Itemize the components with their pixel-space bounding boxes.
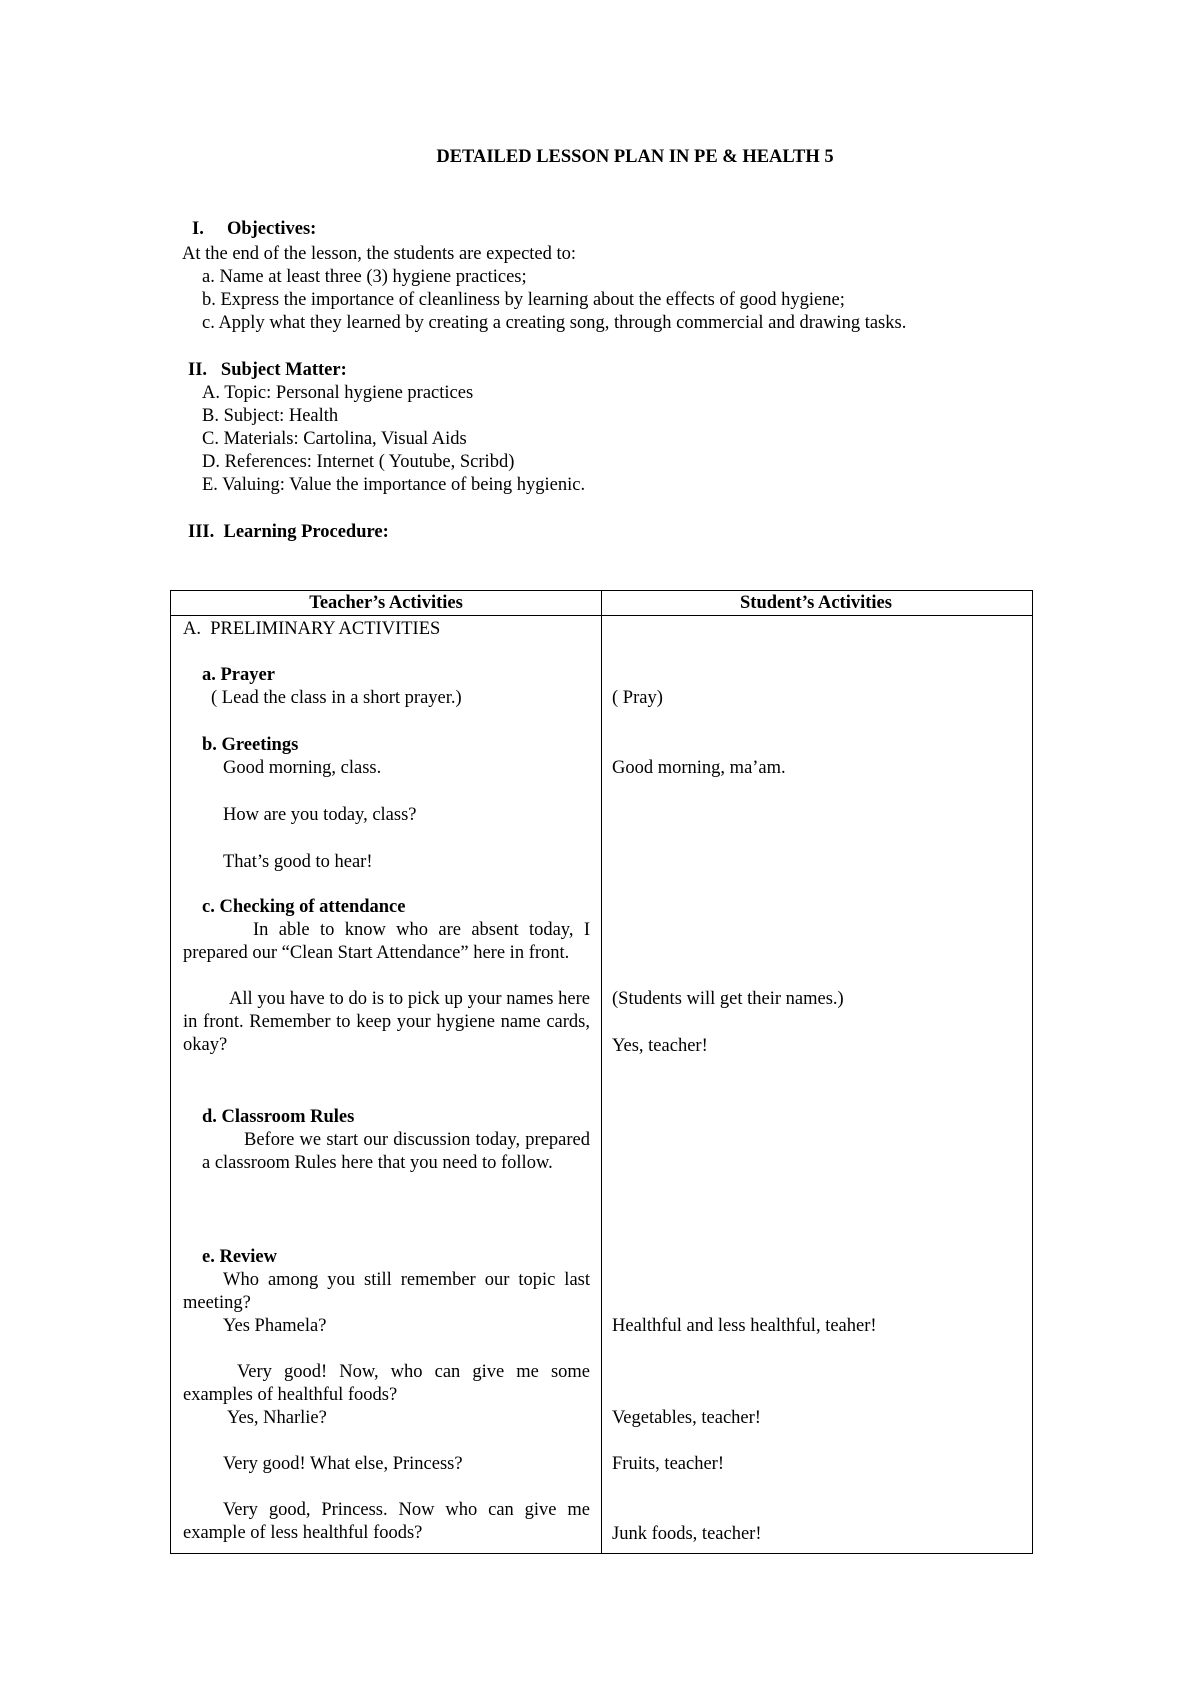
attendance-student-2: Yes, teacher! <box>612 1036 708 1056</box>
subject-matter-item-d: D. References: Internet ( Youtube, Scribd) <box>202 452 515 472</box>
prayer-student-text: ( Pray) <box>612 688 663 708</box>
review-teacher-2: Yes Phamela? <box>223 1316 327 1336</box>
objective-item-c: c. Apply what they learned by creating a creating song, through commercial and drawing tasks. <box>202 313 907 333</box>
objectives-heading: I. Objectives: <box>192 219 317 239</box>
objective-item-a: a. Name at least three (3) hygiene practices; <box>202 267 527 287</box>
prayer-teacher-text: ( Lead the class in a short prayer.) <box>211 688 462 708</box>
attendance-heading: c. Checking of attendance <box>202 897 406 917</box>
review-teacher-5: Very good! What else, Princess? <box>223 1454 463 1474</box>
review-teacher-1: Who among you still remember our topic last meeting? <box>183 1270 590 1313</box>
greetings-heading: b. Greetings <box>202 735 299 755</box>
subject-matter-item-c: C. Materials: Cartolina, Visual Aids <box>202 429 467 449</box>
classroom-rules-teacher: Before we start our discussion today, prepared a classroom Rules here that you need to follow. <box>202 1130 590 1173</box>
table-column-divider <box>601 591 602 1553</box>
student-activities-header: Student’s Activities <box>740 593 892 613</box>
subject-matter-heading: II. Subject Matter: <box>188 360 347 380</box>
objective-item-b: b. Express the importance of cleanliness by learning about the effects of good hygiene; <box>202 290 845 310</box>
subject-matter-item-b: B. Subject: Health <box>202 406 339 426</box>
greetings-student-1: Good morning, ma’am. <box>612 758 786 778</box>
subject-matter-item-e: E. Valuing: Value the importance of being hygienic. <box>202 475 586 495</box>
review-teacher-6: Very good, Princess. Now who can give me example of less healthful foods? <box>183 1500 590 1543</box>
prayer-heading: a. Prayer <box>202 665 275 685</box>
subject-matter-item-a: A. Topic: Personal hygiene practices <box>202 383 474 403</box>
review-student-1: Healthful and less healthful, teaher! <box>612 1316 877 1336</box>
greetings-teacher-1: Good morning, class. <box>223 758 382 778</box>
review-student-3: Fruits, teacher! <box>612 1454 724 1474</box>
objectives-intro: At the end of the lesson, the students are expected to: <box>182 244 577 264</box>
review-teacher-4: Yes, Nharlie? <box>227 1408 327 1428</box>
document-title: DETAILED LESSON PLAN IN PE & HEALTH 5 <box>436 147 834 167</box>
attendance-teacher-2: All you have to do is to pick up your names here in front. Remember to keep your hygiene name cards, okay? <box>183 989 590 1055</box>
review-student-2: Vegetables, teacher! <box>612 1408 761 1428</box>
teacher-activities-header: Teacher’s Activities <box>309 593 463 613</box>
attendance-student-1: (Students will get their names.) <box>612 989 844 1009</box>
activities-table <box>170 590 1033 1554</box>
procedure-heading: III. Learning Procedure: <box>188 522 389 542</box>
greetings-teacher-2: How are you today, class? <box>223 805 417 825</box>
review-heading: e. Review <box>202 1247 277 1267</box>
greetings-teacher-3: That’s good to hear! <box>223 852 373 872</box>
classroom-rules-heading: d. Classroom Rules <box>202 1107 355 1127</box>
attendance-teacher-1: In able to know who are absent today, I prepared our “Clean Start Attendance” here in front. <box>183 920 590 963</box>
preliminary-activities-heading: A. PRELIMINARY ACTIVITIES <box>183 619 441 639</box>
review-student-4: Junk foods, teacher! <box>612 1524 762 1544</box>
review-teacher-3: Very good! Now, who can give me some examples of healthful foods? <box>183 1362 590 1405</box>
